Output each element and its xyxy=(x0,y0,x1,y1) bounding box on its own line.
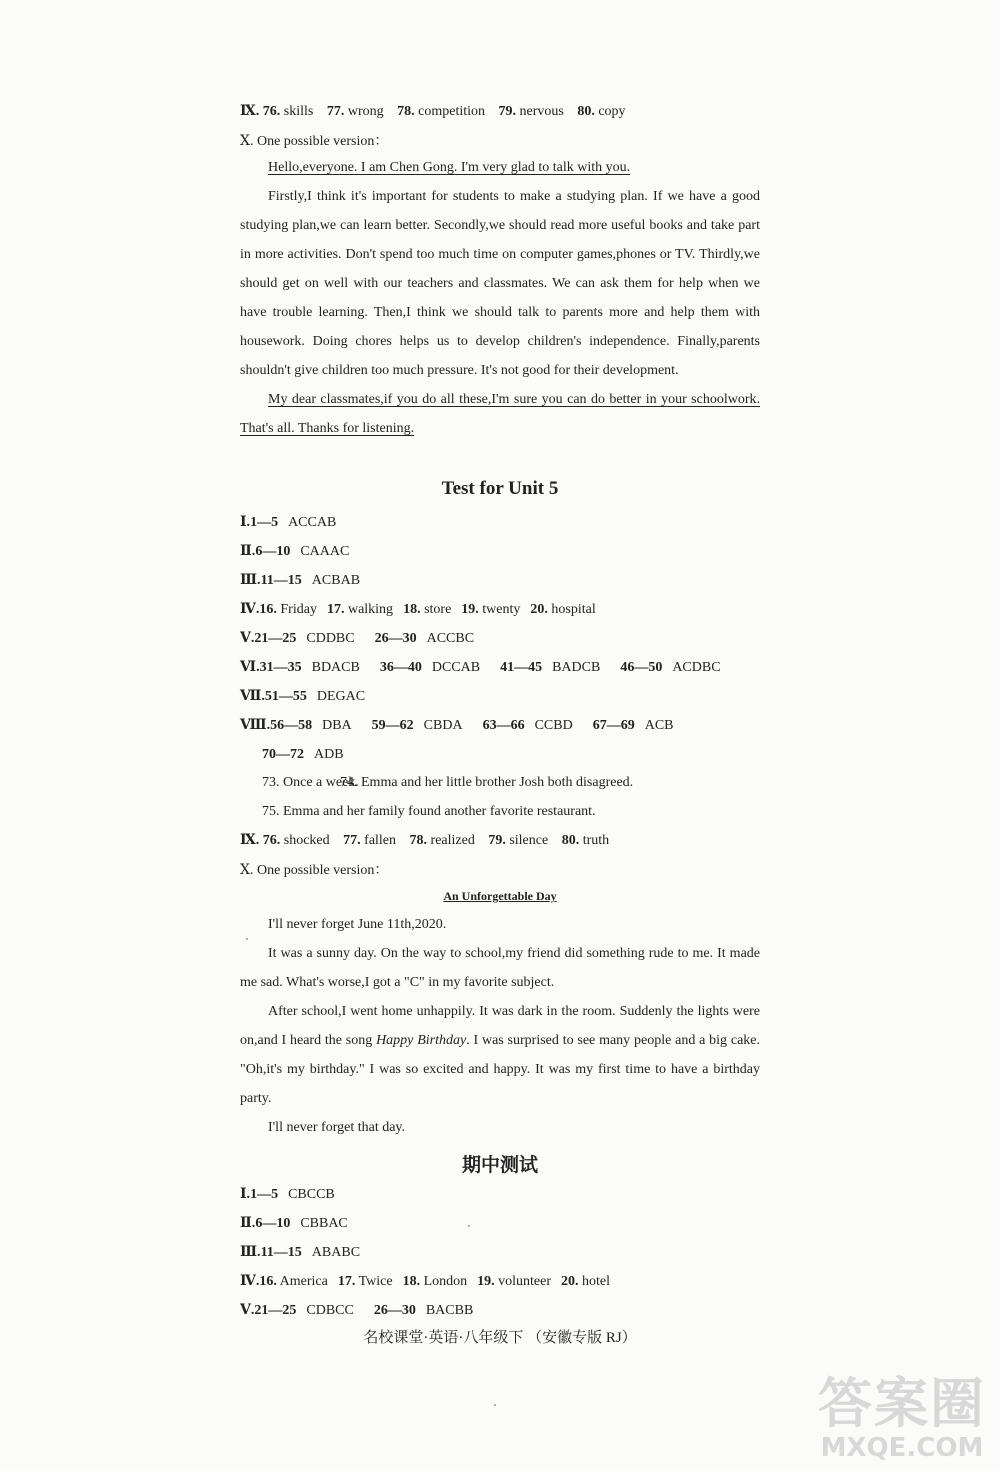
answer-letters: DCCAB xyxy=(431,660,481,675)
section-number: Ⅳ. xyxy=(240,1274,260,1289)
answer-row xyxy=(240,601,606,619)
question-range: 63—66 xyxy=(482,718,525,733)
answer-row xyxy=(240,1215,368,1233)
answer-word: store xyxy=(424,602,452,617)
answer-row xyxy=(240,572,380,590)
song-title: Happy Birthday xyxy=(376,1033,467,1048)
question-number: 20. xyxy=(530,602,548,617)
answer-letters: CBCCB xyxy=(288,1187,335,1202)
essay-body: Firstly,I think it's important for students to make a studying plan. If we have a good studying plan,we can learn better. Secondly,we should read more useful books and take part in more activities. Don't spend too much time on computer games,phones or TV. Thirdly,we should get on well with our teachers and classmates. We can ask them for help when we have trouble learning. Then,I think we should talk to parents more and help them with housework. Doing chores helps us to develop children's independence. Finally,parents shouldn't give children too much pressure. It's not good for their development. xyxy=(240,189,760,378)
answer-letters: CDBCC xyxy=(306,1303,354,1318)
question-range: 41—45 xyxy=(500,660,543,675)
question-number: 18. xyxy=(403,602,421,617)
answer-row xyxy=(240,1186,355,1204)
answer-row xyxy=(240,1244,380,1262)
question-number: 17. xyxy=(337,1274,356,1289)
unit4-x-label: Ⅹ. One possible version： xyxy=(240,134,389,149)
answer-word: volunteer xyxy=(498,1274,552,1289)
answer-row xyxy=(240,514,356,532)
section-number: Ⅱ. xyxy=(240,1216,256,1231)
section-number: Ⅳ. xyxy=(240,602,260,617)
question-range: 56—58 xyxy=(270,718,313,733)
question-range: 11—15 xyxy=(260,573,302,588)
answer-word: Twice xyxy=(358,1274,393,1289)
question-range: 11—15 xyxy=(260,1245,302,1260)
answer-letters: CDDBC xyxy=(306,631,355,646)
answer-letters: CCBD xyxy=(534,718,573,733)
question-range: 6—10 xyxy=(255,544,291,559)
question-number: 18. xyxy=(402,1274,421,1289)
answer-word: America xyxy=(279,1274,328,1289)
answer-row xyxy=(240,688,385,706)
section-number: Ⅰ. xyxy=(240,515,251,530)
question-number: 20. xyxy=(561,1274,579,1289)
question-range: 21—25 xyxy=(254,1303,297,1318)
question-range: 21—25 xyxy=(254,631,297,646)
answer-letters: ABABC xyxy=(311,1245,361,1260)
answer-word: hospital xyxy=(551,602,596,617)
answer-letters: ACCAB xyxy=(288,515,337,530)
midterm-title: 期中测试 xyxy=(461,1154,538,1176)
essay-opening: Hello,everyone. I am Chen Gong. I'm very glad to talk with you. xyxy=(268,160,631,175)
question-number: 19. xyxy=(477,1274,495,1289)
unit5-essay-title: An Unforgettable Day xyxy=(443,889,557,903)
answer-letters: DEGAC xyxy=(316,689,366,704)
section-number: Ⅷ. xyxy=(240,718,271,733)
answer-letters: ACCBC xyxy=(426,631,475,646)
section-number: Ⅲ. xyxy=(240,573,261,588)
question-range: 31—35 xyxy=(259,660,302,675)
answer-row xyxy=(240,1302,493,1320)
answer-letters: ACB xyxy=(644,718,674,733)
answer-row xyxy=(262,746,364,764)
section-number: Ⅵ. xyxy=(240,660,260,675)
scan-speck xyxy=(468,1225,470,1227)
scan-speck xyxy=(246,938,248,940)
answer-letters: ACDBC xyxy=(672,660,721,675)
question-range: 36—40 xyxy=(379,660,422,675)
section-number: Ⅴ. xyxy=(240,1303,255,1318)
question-number: 17. xyxy=(326,602,345,617)
question-range: 6—10 xyxy=(255,1216,291,1231)
answer-word: hotel xyxy=(582,1274,611,1289)
answer-word: London xyxy=(423,1274,468,1289)
unit5-ix-line: Ⅸ. 76. shocked 77. fallen 78. realized 79. silence 80. truth xyxy=(240,833,610,848)
essay-p3: After school,I went home unhappily. It was dark in the room. Suddenly the lights were on,and I heard the song Happy Birthday. I was surprised to see many people and a big cake. "Oh,it's my birthday." I was so excited and happy. It was my first time to have a birthday party. xyxy=(240,1004,760,1106)
unit5-essay xyxy=(240,910,760,1142)
question-range: 1—5 xyxy=(250,515,279,530)
answer-letters: CAAAC xyxy=(300,544,350,559)
question-number: 16. xyxy=(259,1274,277,1289)
scan-speck xyxy=(494,1404,496,1406)
answer-row xyxy=(240,659,741,677)
question-range: 59—62 xyxy=(371,718,414,733)
answer-row xyxy=(240,1273,620,1291)
answer-letters: CBBAC xyxy=(300,1216,348,1231)
watermark-logo: 答案圈 MXQE.COM xyxy=(818,1372,986,1463)
section-number: Ⅴ. xyxy=(240,631,255,646)
answer-letters: BADCB xyxy=(552,660,601,675)
answer-letters: ADB xyxy=(314,747,344,762)
question-range: 1—5 xyxy=(250,1187,279,1202)
answer-word: twenty xyxy=(482,602,521,617)
essay-p4: I'll never forget that day. xyxy=(268,1120,406,1135)
answer-letters: ACBAB xyxy=(311,573,361,588)
unit5-q74: 74. Emma and her little brother Josh both disagreed. xyxy=(340,775,634,790)
unit5-title: Test for Unit 5 xyxy=(441,478,559,499)
question-range: 46—50 xyxy=(620,660,663,675)
section-number: Ⅶ. xyxy=(240,689,265,704)
answer-row xyxy=(240,630,494,648)
section-number: Ⅰ. xyxy=(240,1187,251,1202)
essay-p1: I'll never forget June 11th,2020. xyxy=(268,917,447,932)
answer-row xyxy=(240,543,369,561)
question-range: 26—30 xyxy=(374,631,417,646)
question-range: 26—30 xyxy=(373,1303,416,1318)
page-footer: 名校课堂·英语·八年级下 （安徽专版 RJ） xyxy=(363,1330,637,1346)
question-range: 70—72 xyxy=(262,747,304,762)
answer-letters: BACBB xyxy=(425,1303,474,1318)
unit4-essay xyxy=(240,153,760,443)
section-number: Ⅲ. xyxy=(240,1245,261,1260)
answer-letters: CBDA xyxy=(423,718,463,733)
answer-word: walking xyxy=(347,602,394,617)
unit5-q75: 75. Emma and her family found another favorite restaurant. xyxy=(262,804,596,819)
unit5-x-label: Ⅹ. One possible version： xyxy=(240,863,389,878)
essay-p2: It was a sunny day. On the way to school,my friend did something rude to me. It made me sad. What's worse,I got a "C" in my favorite subject. xyxy=(240,946,760,990)
question-number: 19. xyxy=(461,602,479,617)
answer-letters: DBA xyxy=(322,718,352,733)
answer-row xyxy=(240,717,694,735)
question-range: 51—55 xyxy=(264,689,307,704)
question-number: 16. xyxy=(259,602,277,617)
essay-closing: My dear classmates,if you do all these,I'm sure you can do better in your schoolwork. That's all. Thanks for listening. xyxy=(240,392,760,436)
unit5-q73: 73. Once a week. xyxy=(262,775,359,790)
question-range: 67—69 xyxy=(592,718,635,733)
unit4-ix-line: Ⅸ. 76. skills 77. wrong 78. competition 79. nervous 80. copy xyxy=(240,104,626,119)
answer-letters: BDACB xyxy=(311,660,360,675)
section-number: Ⅱ. xyxy=(240,544,256,559)
answer-word: Friday xyxy=(280,602,317,617)
